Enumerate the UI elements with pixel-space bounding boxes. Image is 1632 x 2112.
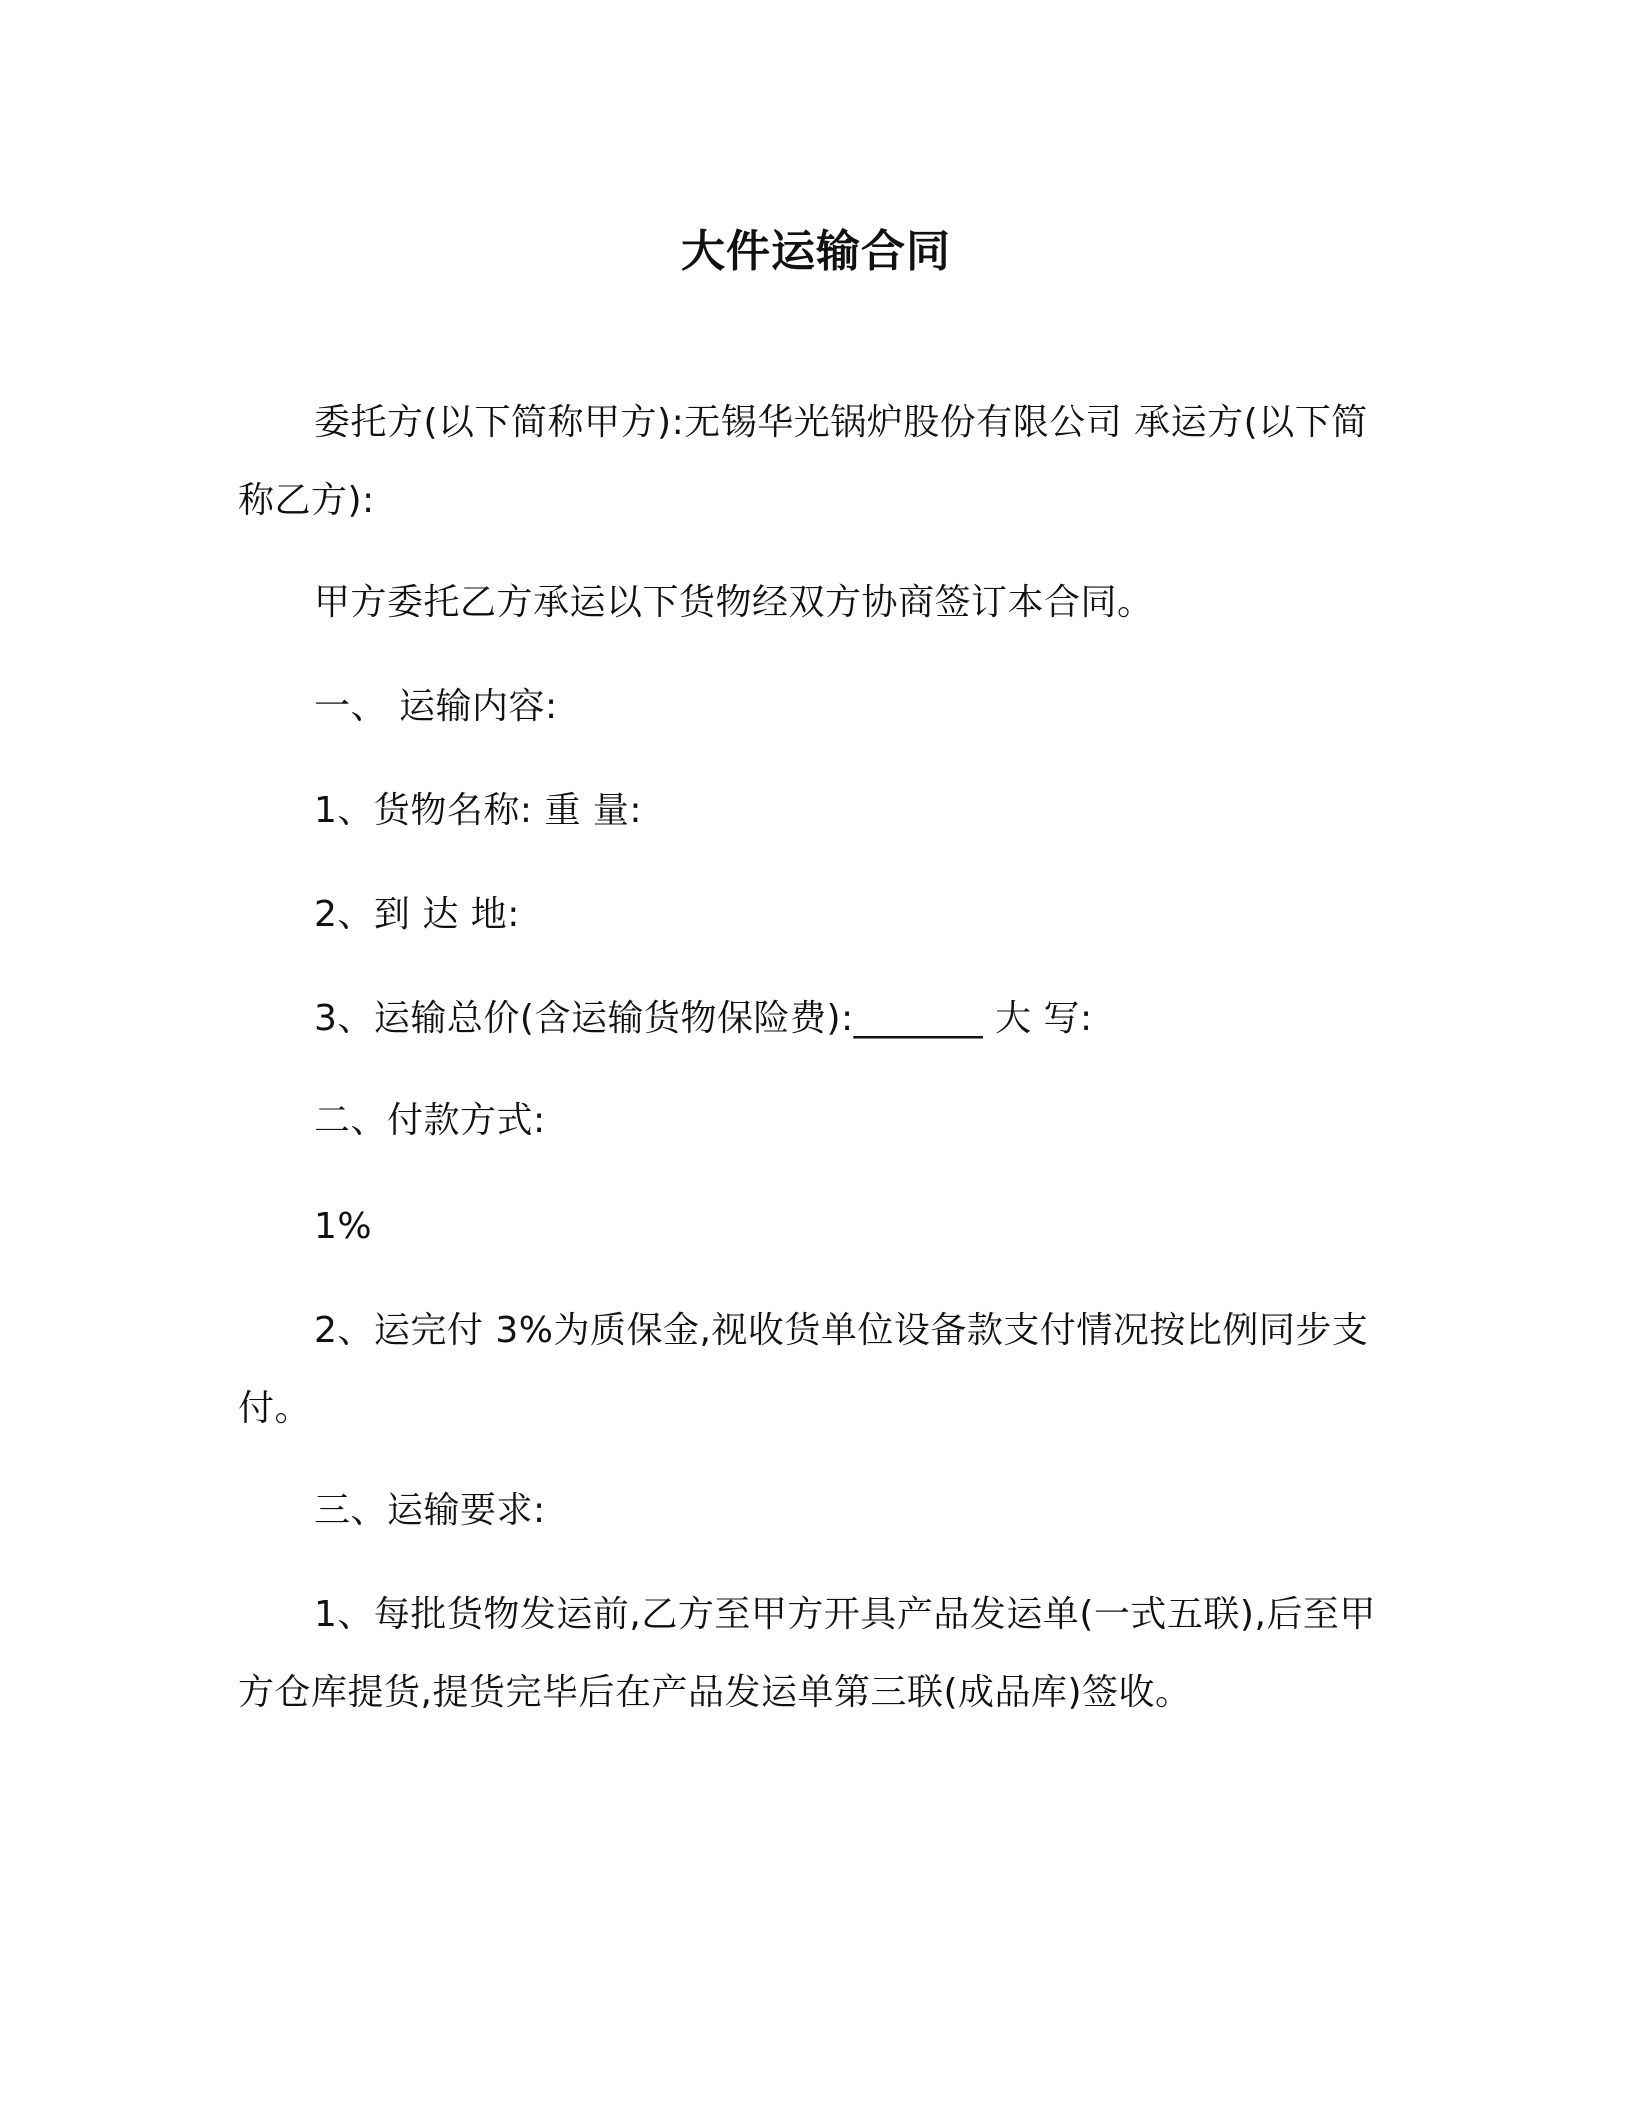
item-total-price: 3、运输总价(含运输货物保险费):_______ 大 写: <box>314 998 1093 1039</box>
paragraph-parties: 委托方(以下简称甲方):无锡华光锅炉股份有限公司 承运方(以下简称乙方): <box>238 402 1368 521</box>
section-heading-transport-content: 一、 运输内容: <box>314 686 558 727</box>
section-heading-payment: 二、付款方式: <box>314 1100 546 1141</box>
paragraph-intro: 甲方委托乙方承运以下货物经双方协商签订本合同。 <box>314 582 1154 623</box>
item-requirement-1: 1、每批货物发运前,乙方至甲方开具产品发运单(一式五联),后至甲方仓库提货,提货完毕后在产品发运单第三联(成品库)签收。 <box>238 1594 1376 1713</box>
item-payment-2: 2、运完付 3%为质保金,视收货单位设备款支付情况按比例同步支付。 <box>238 1310 1369 1429</box>
item-payment-1: 1% <box>314 1206 373 1247</box>
item-goods-name-weight: 1、货物名称: 重 量: <box>314 790 643 831</box>
document-title: 大件运输合同 <box>681 226 951 277</box>
section-heading-requirements: 三、运输要求: <box>314 1490 546 1531</box>
item-destination: 2、到 达 地: <box>314 894 520 935</box>
